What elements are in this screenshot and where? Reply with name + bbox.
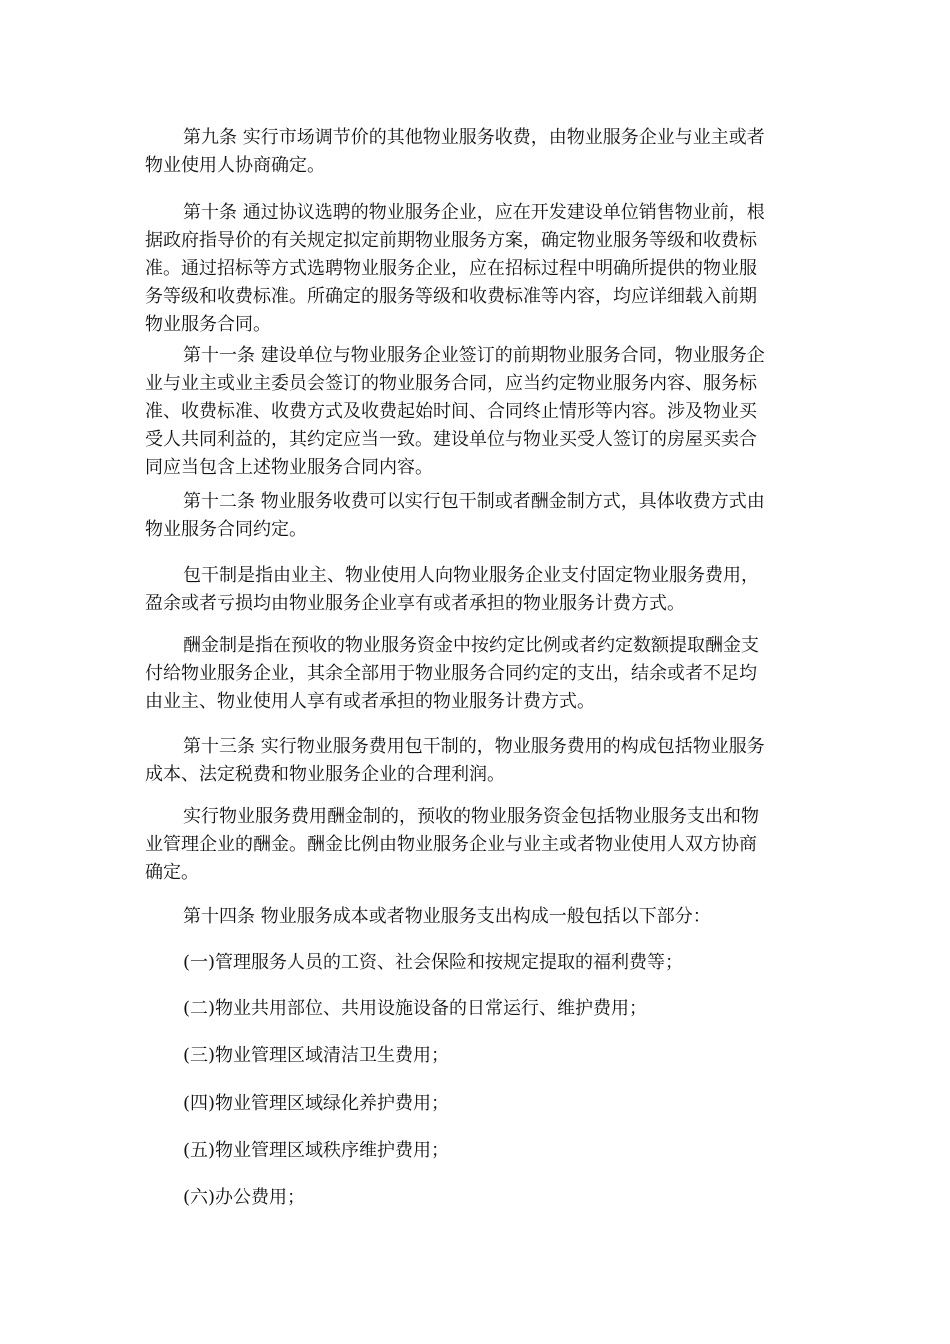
paragraph-line: (六)办公费用； bbox=[183, 1187, 306, 1208]
paragraph-line: 业管理企业的酬金。酬金比例由物业服务企业与业主或者物业使用人双方协商 bbox=[145, 834, 757, 855]
paragraph-line: 据政府指导价的有关规定拟定前期物业服务方案，确定物业服务等级和收费标 bbox=[145, 230, 757, 251]
paragraph-line: 物业使用人协商确定。 bbox=[145, 155, 325, 176]
paragraph-line: 确定。 bbox=[145, 862, 199, 883]
paragraph-line: 准。通过招标等方式选聘物业服务企业，应在招标过程中明确所提供的物业服 bbox=[145, 258, 757, 279]
paragraph-line: 受人共同利益的，其约定应当一致。建设单位与物业买受人签订的房屋买卖合 bbox=[145, 429, 757, 450]
paragraph-line: 包干制是指由业主、物业使用人向物业服务企业支付固定物业服务费用， bbox=[183, 565, 759, 586]
list-item-3 bbox=[145, 1042, 810, 1070]
paragraph-line: 盈余或者亏损均由物业服务企业享有或者承担的物业服务计费方式。 bbox=[145, 593, 685, 614]
paragraph-line: (一)管理服务人员的工资、社会保险和按规定提取的福利费等； bbox=[183, 952, 684, 973]
paragraph-line: (五)物业管理区域秩序维护费用； bbox=[183, 1140, 450, 1161]
paragraph-line: 物业服务合同约定。 bbox=[145, 519, 307, 540]
paragraph-line: 第十条 通过协议选聘的物业服务企业，应在开发建设单位销售物业前，根 bbox=[183, 202, 765, 223]
paragraph-line: 务等级和收费标准。所确定的服务等级和收费标准等内容，均应详细载入前期 bbox=[145, 286, 757, 307]
paragraph-line: 同应当包含上述物业服务合同内容。 bbox=[145, 457, 433, 478]
article-9-paragraph bbox=[145, 124, 810, 180]
paragraph-line: 第十四条 物业服务成本或者物业服务支出构成一般包括以下部分： bbox=[183, 906, 711, 927]
paragraph-line: 第十三条 实行物业服务费用包干制的，物业服务费用的构成包括物业服务 bbox=[183, 736, 765, 757]
paragraph-line: 付给物业服务企业，其余全部用于物业服务合同约定的支出，结余或者不足均 bbox=[145, 663, 757, 684]
paragraph-line: 准、收费标准、收费方式及收费起始时间、合同终止情形等内容。涉及物业买 bbox=[145, 401, 757, 422]
paragraph-line: 实行物业服务费用酬金制的，预收的物业服务资金包括物业服务支出和物 bbox=[183, 806, 759, 827]
paragraph-line: 物业服务合同。 bbox=[145, 314, 271, 335]
list-item-2 bbox=[145, 995, 810, 1023]
paragraph-line: 第十一条 建设单位与物业服务企业签订的前期物业服务合同，物业服务企 bbox=[183, 345, 765, 366]
remuneration-cost-paragraph bbox=[145, 803, 810, 887]
paragraph-line: 第九条 实行市场调节价的其他物业服务收费，由物业服务企业与业主或者 bbox=[183, 127, 765, 148]
paragraph-line: 业与业主或业主委员会签订的物业服务合同，应当约定物业服务内容、服务标 bbox=[145, 373, 757, 394]
paragraph-line: 由业主、物业使用人享有或者承担的物业服务计费方式。 bbox=[145, 691, 595, 712]
article-11-paragraph bbox=[145, 342, 810, 482]
paragraph-line: (三)物业管理区域清洁卫生费用； bbox=[183, 1045, 450, 1066]
list-item-4 bbox=[145, 1090, 810, 1118]
paragraph-line: (四)物业管理区域绿化养护费用； bbox=[183, 1093, 450, 1114]
article-13-paragraph bbox=[145, 733, 810, 789]
paragraph-line: (二)物业共用部位、共用设施设备的日常运行、维护费用； bbox=[183, 998, 648, 1019]
paragraph-line: 酬金制是指在预收的物业服务资金中按约定比例或者约定数额提取酬金支 bbox=[183, 635, 759, 656]
list-item-1 bbox=[145, 949, 810, 977]
list-item-6 bbox=[145, 1184, 810, 1212]
paragraph-line: 成本、法定税费和物业服务企业的合理利润。 bbox=[145, 764, 505, 785]
remuneration-definition-paragraph bbox=[145, 632, 810, 716]
list-item-5 bbox=[145, 1137, 810, 1165]
paragraph-line: 第十二条 物业服务收费可以实行包干制或者酬金制方式，具体收费方式由 bbox=[183, 491, 765, 512]
lump-sum-definition-paragraph bbox=[145, 562, 810, 618]
article-10-paragraph bbox=[145, 199, 810, 339]
article-12-paragraph bbox=[145, 488, 810, 544]
article-14-paragraph bbox=[145, 903, 810, 931]
